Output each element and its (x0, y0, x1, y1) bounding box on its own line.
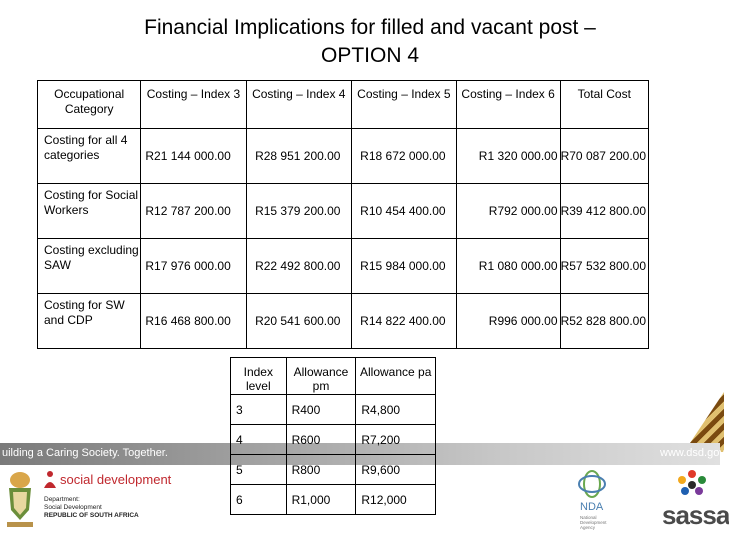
department-line-1: Department: (44, 496, 80, 503)
index-4-cell: R20 541 600.00 (246, 294, 352, 349)
table-row (38, 184, 649, 239)
table-row (231, 395, 436, 425)
table-row (38, 129, 649, 184)
header-allowance-pm: Allowance pm (286, 358, 356, 395)
cost-table (37, 80, 649, 349)
index-level-cell: 5 (231, 455, 287, 485)
header-allowance-pa: Allowance pa (356, 358, 436, 395)
index-level-cell: 3 (231, 395, 287, 425)
title-line-1: Financial Implications for filled and vacant post – (144, 16, 596, 39)
total-cost-cell: R70 087 200.00 (560, 129, 648, 184)
header-index-3: Costing – Index 3 (141, 81, 246, 129)
index-6-cell: R792 000.00 (456, 184, 560, 239)
allowance-pm-cell: R1,000 (286, 485, 356, 515)
table-row (38, 294, 649, 349)
allowance-pa-cell: R12,000 (356, 485, 436, 515)
index-5-cell: R15 984 000.00 (352, 239, 457, 294)
nda-line-3: Agency (580, 525, 596, 530)
index-level-cell: 4 (231, 425, 287, 455)
index-5-cell: R10 454 400.00 (352, 184, 457, 239)
nda-line-1: National (580, 515, 597, 520)
header-index-5: Costing – Index 5 (352, 81, 457, 129)
cost-table-header-row (38, 81, 649, 129)
allowance-pm-cell: R400 (286, 395, 356, 425)
category-cell: Costing for SW and CDP (38, 294, 141, 349)
header-total-cost: Total Cost (560, 81, 648, 129)
table-row (231, 485, 436, 515)
category-cell: Costing excluding SAW (38, 239, 141, 294)
nda-name: NDA (580, 501, 604, 513)
allowance-pa-cell: R9,600 (356, 455, 436, 485)
allowance-pa-cell: R7,200 (356, 425, 436, 455)
index-6-cell: R1 320 000.00 (456, 129, 560, 184)
table-row (231, 455, 436, 485)
slogan-text: uilding a Caring Society. Together. (2, 447, 168, 459)
index-3-cell: R21 144 000.00 (141, 129, 246, 184)
index-3-cell: R17 976 000.00 (141, 239, 246, 294)
index-4-cell: R22 492 800.00 (246, 239, 352, 294)
table-row (231, 425, 436, 455)
department-caption (44, 496, 139, 520)
nda-caption (580, 515, 607, 530)
page-title (60, 14, 680, 70)
title-line-2: OPTION 4 (320, 44, 420, 67)
website-link[interactable]: www.dsd.gov (660, 447, 725, 459)
header-index-6: Costing – Index 6 (456, 81, 560, 129)
allowance-pa-cell: R4,800 (356, 395, 436, 425)
department-line-2: Social Development (44, 504, 102, 511)
index-5-cell: R14 822 400.00 (352, 294, 457, 349)
table-row (38, 239, 649, 294)
social-development-logo-icon (42, 470, 58, 488)
index-4-cell: R28 951 200.00 (246, 129, 352, 184)
allowance-pm-cell: R600 (286, 425, 356, 455)
header-occupational-category: Occupational Category (38, 81, 141, 129)
header-index-level: Index level (231, 358, 287, 395)
category-cell: Costing for Social Workers (38, 184, 141, 239)
sassa-name: sassa (662, 500, 729, 530)
coat-of-arms-icon (3, 470, 37, 530)
total-cost-cell: R39 412 800.00 (560, 184, 648, 239)
index-level-cell: 6 (231, 485, 287, 515)
index-5-cell: R18 672 000.00 (352, 129, 457, 184)
index-3-cell: R12 787 200.00 (141, 184, 246, 239)
index-4-cell: R15 379 200.00 (246, 184, 352, 239)
index-6-cell: R996 000.00 (456, 294, 560, 349)
total-cost-cell: R57 532 800.00 (560, 239, 648, 294)
category-cell: Costing for all 4 categories (38, 129, 141, 184)
header-index-4: Costing – Index 4 (246, 81, 352, 129)
index-6-cell: R1 080 000.00 (456, 239, 560, 294)
allowance-table (230, 357, 436, 515)
department-line-3: REPUBLIC OF SOUTH AFRICA (44, 512, 139, 519)
nda-line-2: Development (580, 520, 607, 525)
allowance-table-header-row (231, 358, 436, 395)
allowance-pm-cell: R800 (286, 455, 356, 485)
department-name: social development (60, 472, 172, 487)
total-cost-cell: R52 828 800.00 (560, 294, 648, 349)
index-3-cell: R16 468 800.00 (141, 294, 246, 349)
